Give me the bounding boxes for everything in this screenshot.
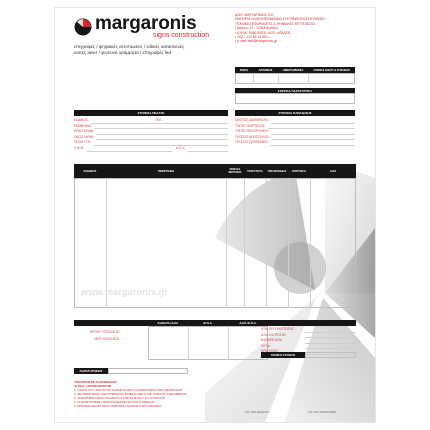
- remarks-field[interactable]: [108, 368, 188, 374]
- brand-name: margaronis: [95, 13, 197, 34]
- company-email: • e-mail: info@margaronis.gr: [235, 39, 277, 44]
- sign-receiver-label: ΓΙΑ ΤΗΝ ΠΑΡΑΛΑΒΗ: [308, 410, 337, 414]
- totals-vat-header: Φ.Π.Α.: [203, 321, 213, 325]
- footer-term-1: 1. Η ΑΞΙΑ ΤΟΥ ΠΑΡΟΝΤΟΣ ΠΑΡΑΣΤΑΤΙΚΟΥ ΚΑΤΑΒΑΛΛΕΤΑΙ ΤΟΙΣ ΜΕΤΡΗΤΟΙΣ: [74, 388, 183, 392]
- company-activity-1: ΕΜΠΟΡΙΑ ΟΛΟΚΛΗΡΩΜΕΝΩΝ ΣΥΣΤΗΜΑΤΩΝ ΕΠΙΓΡΑΦΩΝ: [235, 17, 325, 22]
- col-value: ΑΞΙΑ: [329, 169, 337, 173]
- delivery-fields: [235, 118, 355, 146]
- totals-net-header: ΚΑΘΑΡΗ ΑΞΙΑ: [157, 321, 179, 325]
- customer-title: ΣΤΟΙΧΕΙΑ ΠΕΛΑΤΗ: [74, 110, 228, 116]
- company-phone: • ΤΗΛ.: 210 59 15 600 •: [235, 35, 270, 40]
- company-info: [235, 13, 325, 44]
- delivery-row-shipping[interactable]: ΤΡΟΠΟΣ ΑΠΟΣΤΟΛΗΣ:: [235, 135, 355, 141]
- header-number: ΑΡΙΘΜΟΣ: [258, 68, 273, 72]
- company-tax-id: • Α.Φ.Μ.: 099070679 • ΔΟΥ: ΑΙΓΑΛΕΩ: [235, 30, 291, 35]
- brand-logo-mark: [74, 18, 92, 36]
- related-docs-title: ΣΧΕΤΙΚΑ ΠΑΡΑΣΤΑΤΙΚΑ: [235, 88, 355, 93]
- header-series: ΣΕΙΡΑ: [239, 68, 249, 72]
- related-docs-field[interactable]: [235, 93, 355, 104]
- footer-bank: ALPHA: 101002340007766: [74, 384, 112, 388]
- items-table-header: [74, 164, 356, 178]
- col-code: ΚΩΔΙΚΟΣ: [83, 169, 97, 173]
- company-activity-2: ΤΕΧΝΙΚΕΣ ΕΦΑΡΜΟΓΕΣ & ΨΗΦΙΑΚΕΣ ΕΚΤΥΠΩΣΕΙΣ: [235, 21, 316, 26]
- delivery-row-payment[interactable]: ΤΡΟΠΟΣ ΠΛΗΡΩΜΗΣ:: [235, 140, 355, 146]
- watermark-url: www.margaronis.gr: [81, 287, 169, 297]
- grand-total-field[interactable]: [305, 352, 356, 358]
- col-unit: ΜΟΝΑΔΑ ΜΕΤΡΗΣΗΣ: [228, 168, 242, 174]
- customer-fields: [74, 118, 228, 152]
- delivery-title: ΣΤΟΙΧΕΙΑ ΠΑΡΑΔΟΣΗΣ: [235, 110, 355, 116]
- prev-balance-label: ΠΡΟΗΓ. ΥΠΟΛΟΙΠΟ:: [89, 330, 120, 334]
- footer-terms: [74, 380, 187, 408]
- summary-row-net[interactable]: ΚΑΘΑΡΗ ΑΞΙΑ: [261, 338, 356, 344]
- col-discount: ΕΚΠΤΩΣΗ: [292, 169, 306, 173]
- summary-row-vat[interactable]: Φ.Π.Α.: [261, 344, 356, 350]
- summary-row-gross[interactable]: ΑΞΙΑ ΠΡΟ ΕΚΠΤΩΣΗΣ: [261, 327, 356, 333]
- customer-row-city[interactable]: ΠΟΛΗ / Τ.Κ.:: [74, 140, 228, 146]
- customer-row-code[interactable]: ΚΩΔΙΚΟΣ:: [74, 118, 228, 124]
- totals-vat-value-header: ΑΞΙΑ Φ.Π.Α.: [239, 321, 257, 325]
- col-quantity: ΠΟΣΟΤΗΤΑ: [247, 169, 263, 173]
- customer-row-street[interactable]: ΟΔΟΣ / ΑΡΙΘ:: [74, 135, 228, 141]
- customer-row-name[interactable]: ΕΠΩΝΥΜΙΑ:: [74, 124, 228, 130]
- footer-term-5: 5. ΑΡΜΟΔΙΑ ΔΙΚΑΣΤΗΡΙΑ ΟΡΙΖΟΝΤΑΙ ΤΑ ΔΙΚΑΣΤΗΡΙΑ ΑΘΗΝΩΝ: [74, 404, 162, 408]
- new-balance-label: ΝΕΟ ΥΠΟΛΟΙΠΟ:: [94, 337, 120, 341]
- footer-term-4: 4. ΟΙ ΕΠΙΣΤΡΟΦΕΣ ΓΙΝΟΝΤΑΙ ΔΕΚΤΕΣ ΕΝΤΟΣ 8 ΗΜΕΡΩΝ: [74, 400, 155, 404]
- footer-term-2: 2. ΣΕ ΠΕΡΙΠΤΩΣΗ ΚΑΘΥΣΤΕΡΗΣΗΣ ΕΠΙΒΑΡΥΝΕΤΑΙ ΜΕ ΤΟΚΟΥΣ ΥΠΕΡΗΜΕΡΙΑΣ: [74, 392, 187, 396]
- sign-issuer-label: ΓΙΑ ΤΗΝ ΕΚΔΟΣΗ: [245, 410, 270, 414]
- summary-row-discount[interactable]: ΑΞΙΑ ΕΚΠΤΩΣΗΣ: [261, 333, 356, 339]
- header-date: ΗΜΕΡΟΜΗΝΙΑ: [282, 68, 304, 72]
- grand-total-label: ΓΕΝΙΚΟ ΣΥΝΟΛΟ: [261, 352, 305, 358]
- invoice-sheet: [55, 8, 375, 422]
- delivery-row-loading[interactable]: ΤΟΠΟΣ ΦΟΡΤΩΣΗΣ:: [235, 124, 355, 130]
- col-unit-price: ΤΙΜΗ ΜΟΝΑΔΑΣ: [267, 169, 287, 173]
- header-item-count: ΑΡΙΘΜΟΣ ΕΙΔΟΥΣ & ΣΤΟΙΧΕΙΩΝ: [313, 68, 350, 72]
- company-name: ΑΛΕΞ ΜΑΡΓΑΡΩΝΗΣ Ο.Ε.: [235, 13, 275, 17]
- remarks-label: ΠΑΡΑΤΗΡΗΣΕΙΣ: [74, 368, 108, 374]
- customer-row-vat[interactable]: Α.Φ.Μ.: Δ.Ο.Υ.:: [74, 146, 228, 152]
- company-address: • Αθηνών 17 - 12344 Αιγάλεω: [235, 26, 279, 31]
- col-description: ΠΕΡΙΓΡΑΦΗ: [157, 169, 175, 173]
- customer-row-occupation[interactable]: ΕΠΑΓΓΕΛΜΑ:: [74, 129, 228, 135]
- delivery-row-destination[interactable]: ΤΟΠΟΣ ΠΡΟΟΡΙΣΜΟΥ:: [235, 129, 355, 135]
- services-line-1: επιγραφές / ψηφιακές εκτυπώσεις / ειδικές κατασκευές: [74, 44, 185, 49]
- brand-tagline: signs construction: [153, 32, 210, 39]
- footer-title: ΥΠΟΧΡΕΩΣΕΙΣ ΚΑΤΑΘΕΣΕΩΝ: [74, 380, 117, 384]
- customer-tel-label: ΤΗΛ.:: [155, 118, 164, 122]
- totals-vat-grid[interactable]: [148, 326, 268, 360]
- services-line-2: κοπές laser / φωτεινά γράμματα / επιγραφές led: [74, 50, 172, 55]
- delivery-row-purpose[interactable]: ΣΚΟΠΟΣ ΔΙΑΚΙΝΗΣΗΣ:: [235, 118, 355, 124]
- customer-doy-label: Δ.Ο.Υ.:: [176, 145, 186, 150]
- totals-summary: [261, 327, 356, 355]
- footer-term-3: 3. ΤΑ ΕΜΠΟΡΕΥΜΑΤΑ ΤΑΞΙΔΕΥΟΥΝ ΜΕ ΕΥΘΥΝΗ ΤΟΥ ΑΓΟΡΑΣΤΗ: [74, 396, 166, 400]
